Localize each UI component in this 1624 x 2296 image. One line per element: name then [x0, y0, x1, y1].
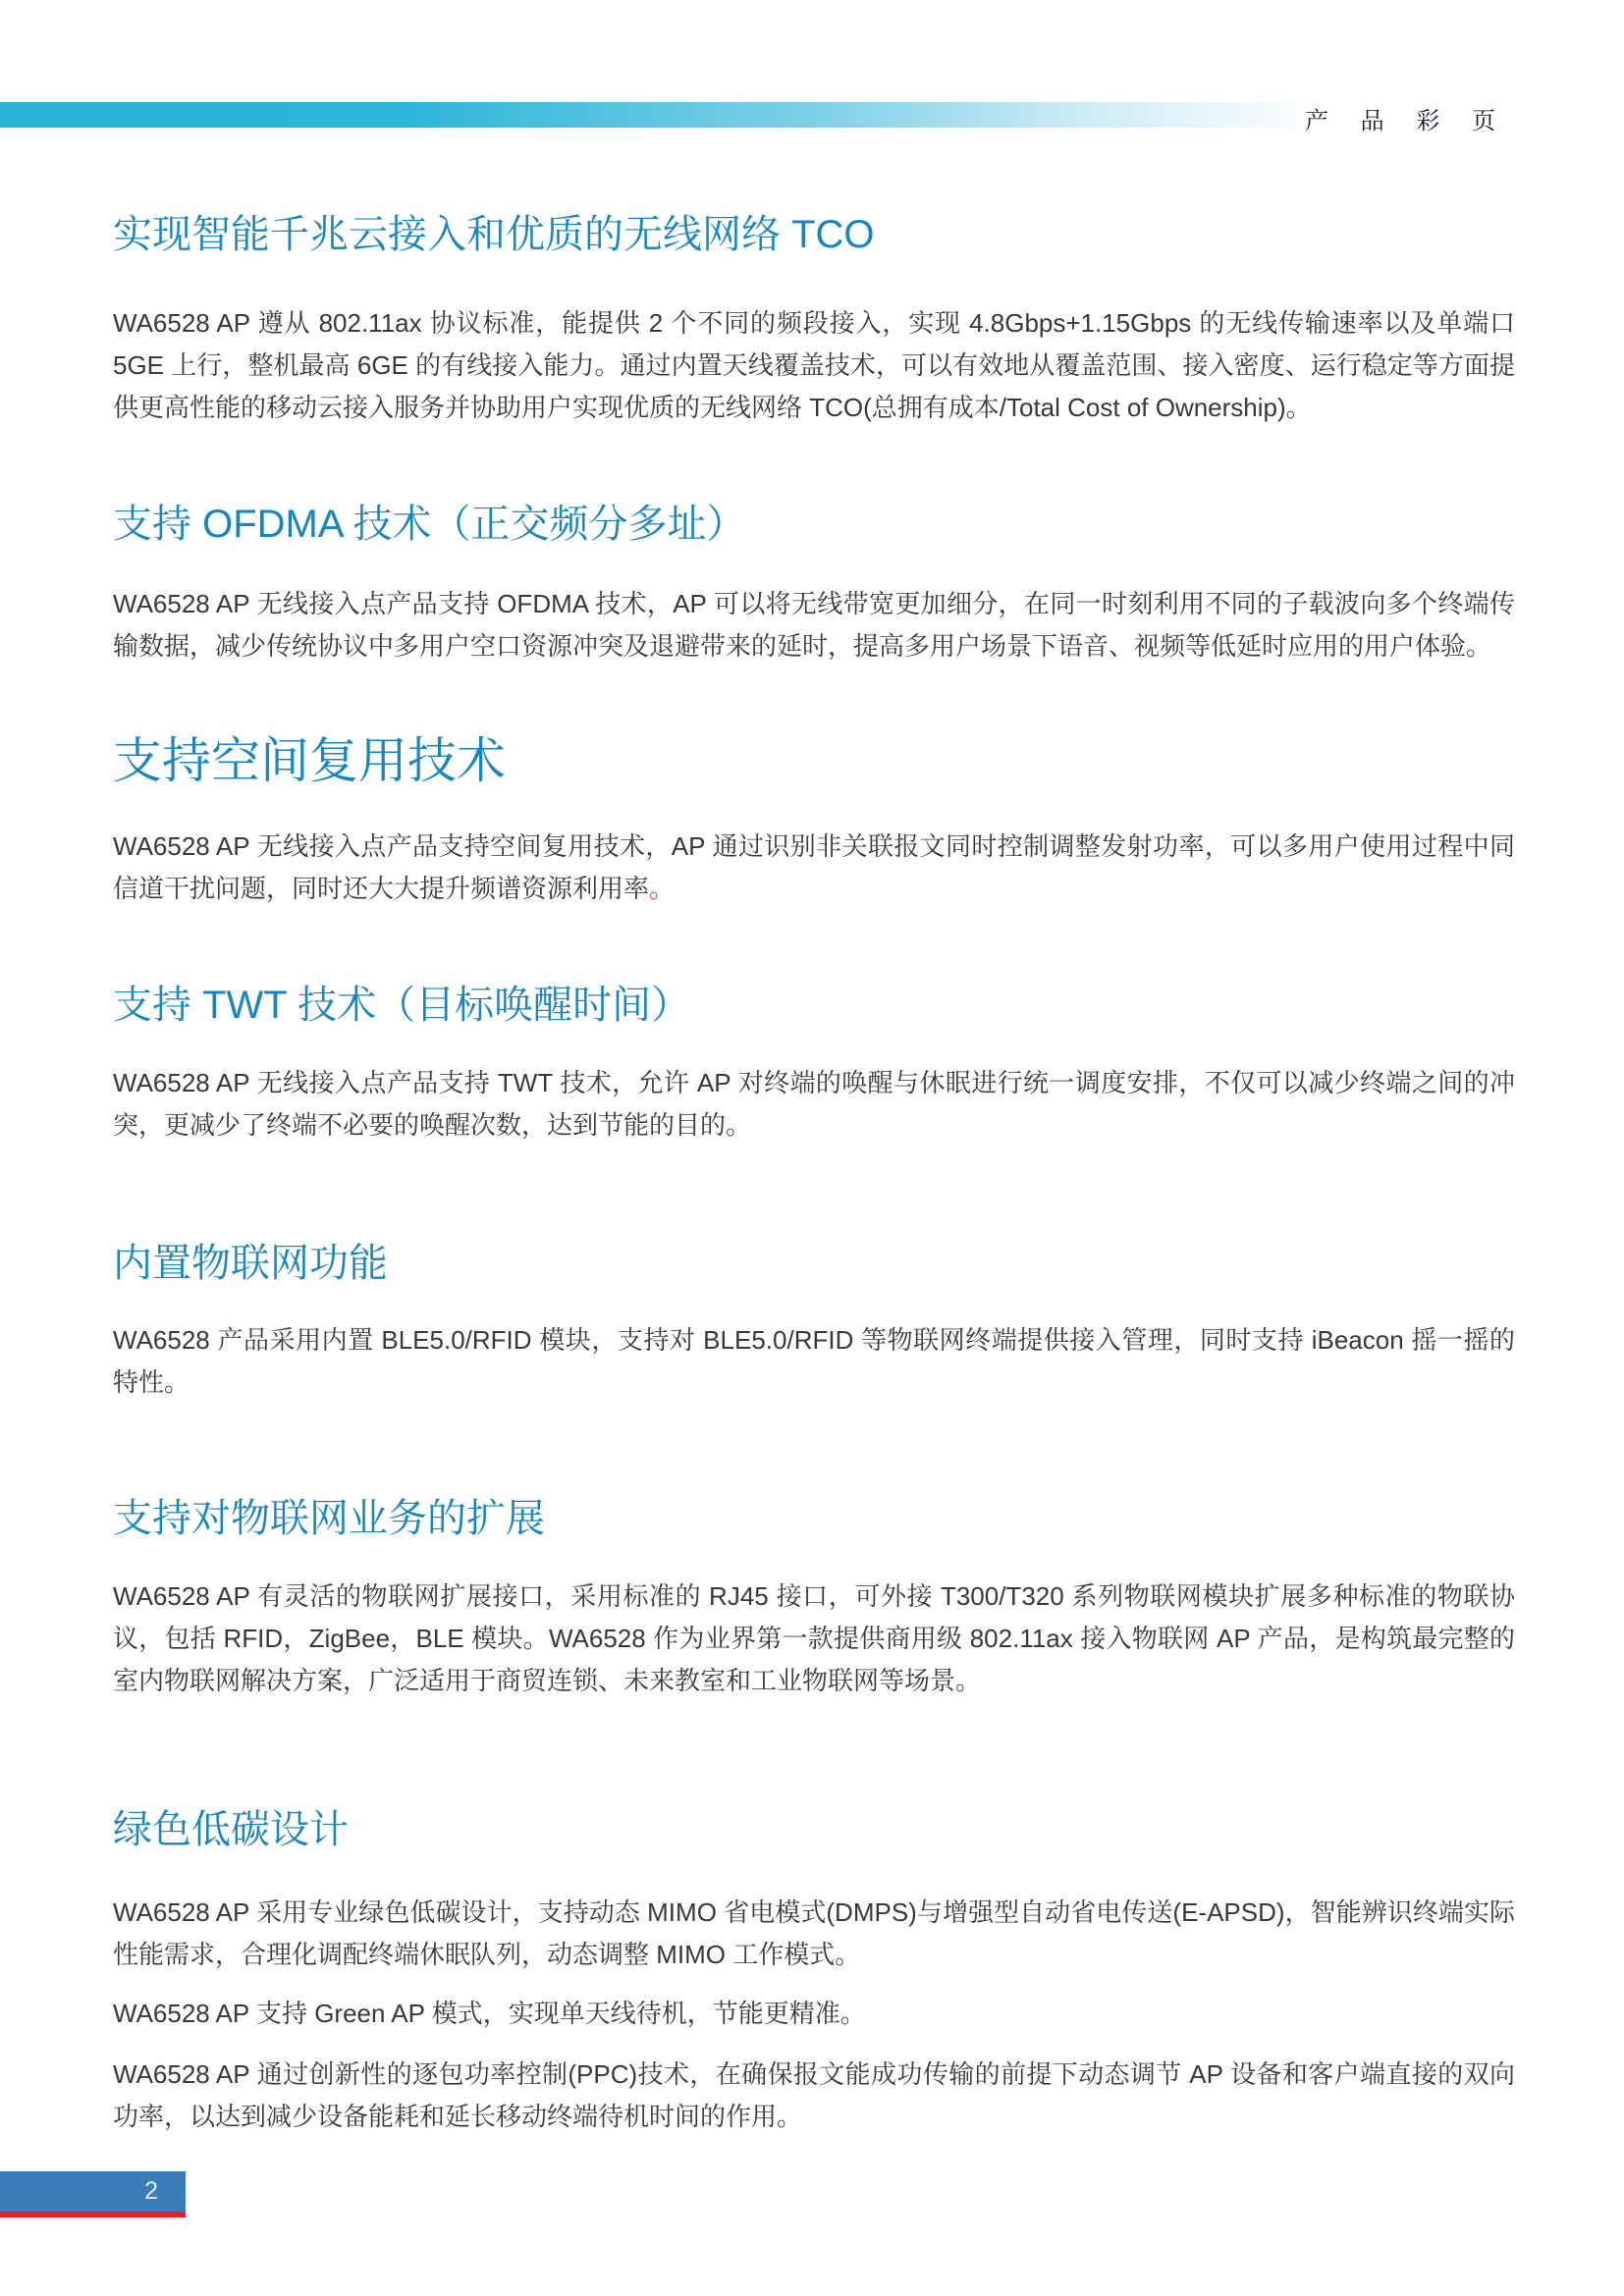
section-title-ofdma: 支持 OFDMA 技术（正交频分多址） [113, 503, 746, 546]
paragraph-builtin-iot: WA6528 产品采用内置 BLE5.0/RFID 模块，支持对 BLE5.0/RFID 等物联网终端提供接入管理，同时支持 iBeacon 摇一摇的特性。 [113, 1325, 1515, 1397]
section-title-green-design: 绿色低碳设计 [113, 1808, 349, 1851]
section-title-cloud-tco: 实现智能千兆云接入和优质的无线网络 TCO [113, 213, 875, 256]
document-body [113, 0, 1515, 2138]
red-period: 。 [649, 874, 676, 903]
paragraph-cloud-tco: WA6528 AP 遵从 802.11ax 协议标准，能提供 2 个不同的频段接入，实现 4.8Gbps+1.15Gbps 的无线传输速率以及单端口 5GE 上行，整机最高 6GE 的有线接入能力。通过内置天线覆盖技术，可以有效地从覆盖范围、接入密度、运行稳定等方面提供更高性能的移动云接入服务并协助用户实现优质的无线网络 TCO(总拥有成本/Total Cost of Ownership)。 [113, 308, 1515, 422]
section-title-builtin-iot: 内置物联网功能 [113, 1242, 388, 1285]
section-title-twt: 支持 TWT 技术（目标唤醒时间） [113, 984, 691, 1027]
section-title-spatial-reuse: 支持空间复用技术 [113, 733, 506, 788]
paragraph-ofdma: WA6528 AP 无线接入点产品支持 OFDMA 技术，AP 可以将无线带宽更加细分，在同一时刻利用不同的子载波向多个终端传输数据，减少传统协议中多用户空口资源冲突及退避带来的延时，提高多用户场景下语音、视频等低延时应用的用户体验。 [113, 589, 1515, 661]
paragraph-spatial-reuse-text: WA6528 AP 无线接入点产品支持空间复用技术，AP 通过识别非关联报文同时控制调整发射功率，可以多用户使用过程中同信道干扰问题，同时还大大提升频谱资源利用率 [113, 831, 1515, 903]
section-title-iot-expansion: 支持对物联网业务的扩展 [113, 1497, 545, 1540]
page-number-box [0, 2171, 186, 2212]
page-number: 2 [144, 2177, 158, 2205]
paragraph-green-design-1: WA6528 AP 采用专业绿色低碳设计，支持动态 MIMO 省电模式(DMPS)与增强型自动省电传送(E-APSD)，智能辨识终端实际性能需求，合理化调配终端休眠队列，动态调整 MIMO 工作模式。 [113, 1897, 1515, 1969]
paragraph-green-design-3: WA6528 AP 通过创新性的逐包功率控制(PPC)技术，在确保报文能成功传输的前提下动态调节 AP 设备和客户端直接的双向功率，以达到减少设备能耗和延长移动终端待机时间的作用。 [113, 2059, 1515, 2131]
paragraph-green-design-2: WA6528 AP 支持 Green AP 模式，实现单天线待机，节能更精准。 [113, 1999, 866, 2028]
header-label: 产 品 彩 页 [1304, 108, 1508, 134]
paragraph-twt: WA6528 AP 无线接入点产品支持 TWT 技术，允许 AP 对终端的唤醒与休眠进行统一调度安排，不仅可以减少终端之间的冲突，更减少了终端不必要的唤醒次数，达到节能的目的。 [113, 1068, 1515, 1140]
footer-red-line [0, 2212, 186, 2217]
paragraph-iot-expansion: WA6528 AP 有灵活的物联网扩展接口，采用标准的 RJ45 接口，可外接 T300/T320 系列物联网模块扩展多种标准的物联协议，包括 RFID，ZigBee，BLE 模块。WA6528 作为业界第一款提供商用级 802.11ax 接入物联网 AP 产品，是构筑最完整的室内物联网解决方案，广泛适用于商贸连锁、未来教室和工业物联网等场景。 [113, 1581, 1515, 1695]
paragraph-spatial-reuse [113, 826, 1515, 910]
